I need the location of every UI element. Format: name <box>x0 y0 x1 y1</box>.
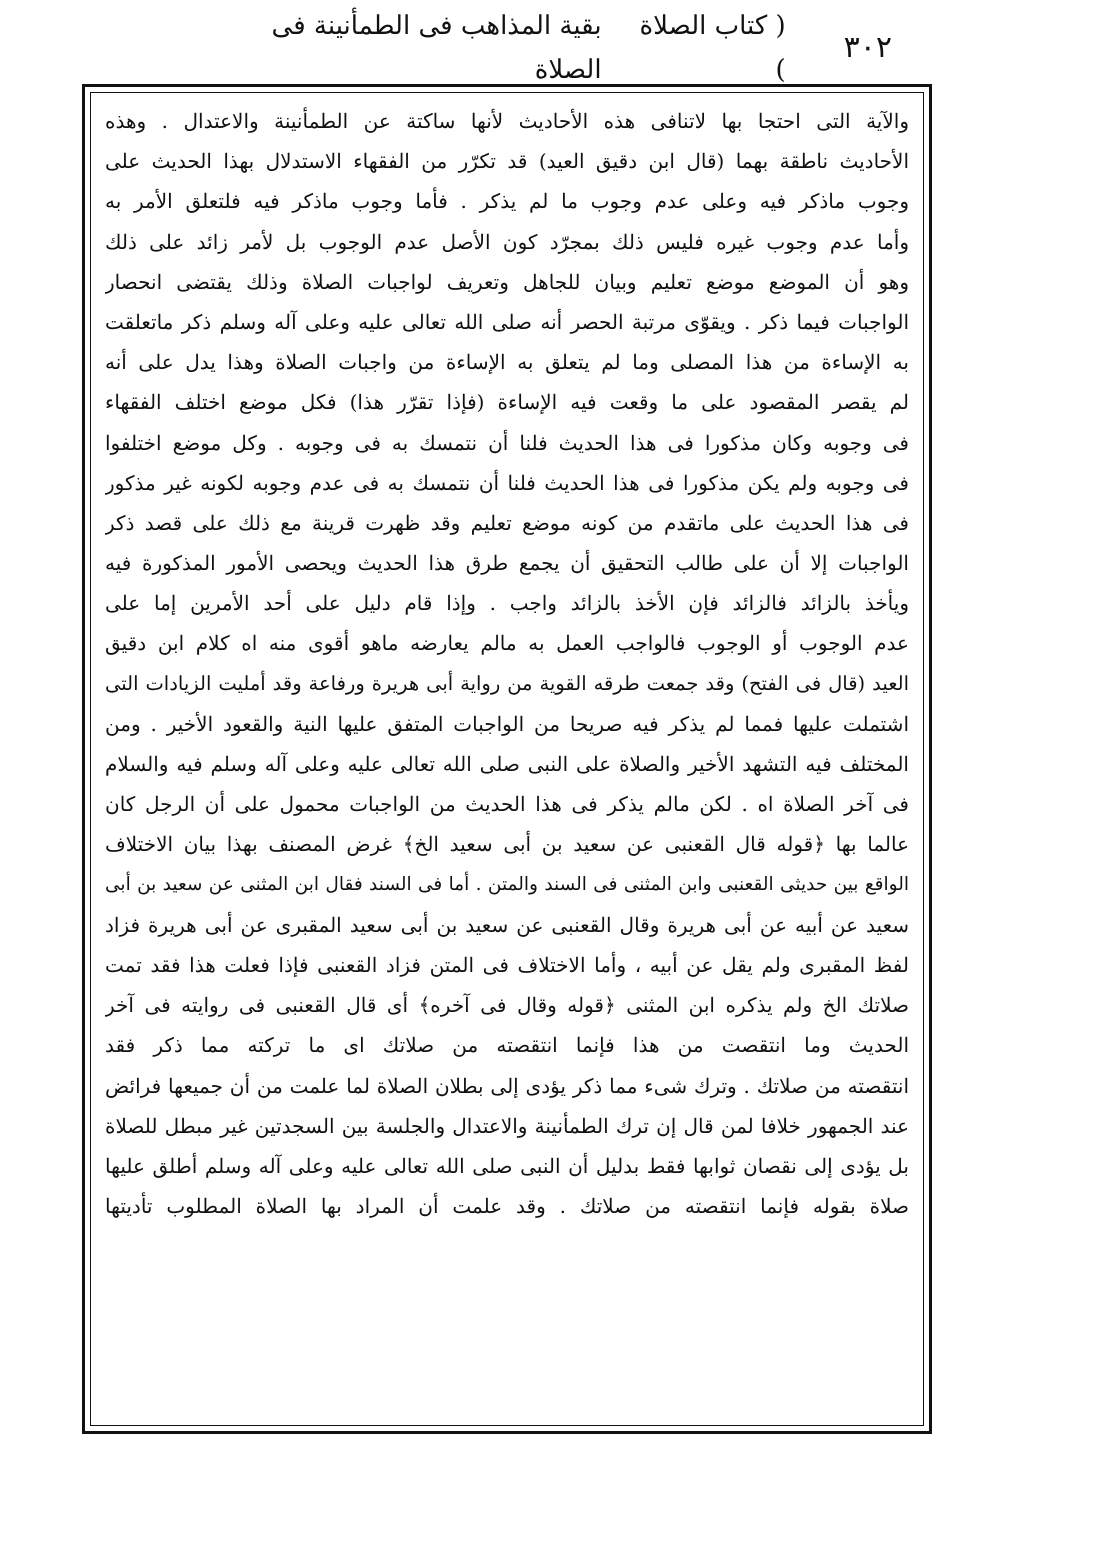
text-line: العيد (قال فى الفتح) وقد جمعت طرقه القوية من رواية أبى هريرة ورفاعة وقد أمليت الزيادات التى <box>105 671 909 695</box>
text-line: ويأخذ بالزائد فالزائد فإن الأخذ بالزائد واجب . وإذا قام دليل على أحد الأمرين إما على <box>105 591 909 616</box>
page-header <box>232 11 892 85</box>
text-line: فى آخر الصلاة اه . لكن مالم يذكر فى هذا الحديث من الواجبات محمول على أن الرجل كان <box>105 792 909 817</box>
text-line: اشتملت عليها فمما لم يذكر فيه صريحا من الواجبات المتفق عليها النية والقعود الأخير . ومن <box>105 711 909 736</box>
text-line: المختلف فيه التشهد الأخير والصلاة على النبى صلى الله تعالى عليه وعلى آله وسلم فيه والسلام <box>105 752 909 776</box>
text-line: صلاة بقوله فإنما انتقصته من صلاتك . وقد علمت أن المراد بها الصلاة المطلوب تأديتها <box>105 1194 909 1219</box>
text-line: والآية التى احتجا بها لاتنافى هذه الأحاديث لأنها ساكتة عن الطمأنينة والاعتدال . وهذه <box>105 109 909 133</box>
text-line: لفظ المقبرى ولم يقل عن أبيه ، وأما الاختلاف فى المتن فزاد القعنبى فإذا فعلت هذا فقد تمت <box>105 952 909 977</box>
text-line: انتقصته من صلاتك . وترك شىء مما ذكر يؤدى إلى بطلان الصلاة لما علمت من أن جميعها فرائض <box>105 1073 909 1098</box>
text-line: الأحاديث ناطقة بهما (قال ابن دقيق العيد) قد تكرّر من الفقهاء الاستدلال بهذا الحديث على <box>105 149 909 174</box>
text-line: فى هذا الحديث على ماتقدم من كونه موضع تعليم وقد ظهرت قرينة مع ذلك على قصد ذكر <box>105 510 909 535</box>
text-line: بل يؤدى إلى نقصان ثوابها فقط بدليل أن النبى صلى الله تعالى عليه وعلى آله وسلم أطلق عليها <box>105 1153 909 1178</box>
text-line: سعيد عن أبيه عن أبى هريرة وقال القعنبى عن سعيد بن أبى سعيد المقبرى عن أبى هريرة فزاد <box>105 912 909 937</box>
text-body <box>105 101 909 1226</box>
text-line: فى وجوبه وكان مذكورا فى هذا الحديث فلنا أن نتمسك به فى وجوبه . وكل موضع اختلفوا <box>105 430 909 455</box>
chapter-title: بقية المذاهب فى الطمأنينة فى الصلاة <box>271 11 602 85</box>
text-line: الواجبات فيما ذكر . ويقوّى مرتبة الحصر أنه صلى الله تعالى عليه وعلى آله وسلم ذكر ماتعلقت <box>105 309 909 334</box>
text-line: وجوب ماذكر فيه وعلى عدم وجوب ما لم يذكر . فأما وجوب ماذكر فيه فلتعلق الأمر به <box>105 189 909 214</box>
text-line: فى وجوبه ولم يكن مذكورا فى هذا الحديث فلنا أن نتمسك به فى عدم وجوبه لكونه غير مذكور <box>105 470 909 495</box>
text-line: لم يقصر المقصود على ما وقعت فيه الإساءة (فإذا تقرّر هذا) فكل موضع اختلف الفقهاء <box>105 390 909 415</box>
text-line: وهو أن الموضع موضع تعليم وبيان للجاهل وتعريف لواجبات الصلاة وذلك يقتضى انحصار <box>105 269 909 294</box>
text-line: عند الجمهور خلافا لمن قال إن ترك الطمأنينة والاعتدال والجلسة بين السجدتين غير مبطل للصلاة <box>105 1113 909 1138</box>
text-line: الحديث وما انتقصت من هذا فإنما انتقصته من صلاتك اى ما تركته مما ذكر فقد <box>105 1033 909 1058</box>
book-title: ( كتاب الصلاة ) <box>639 11 786 85</box>
text-line: الواجبات إلا أن على طالب التحقيق أن يجمع طرق هذا الحديث ويحصى الأمور المذكورة فيه <box>105 551 909 576</box>
text-line: صلاتك الخ ولم يذكره ابن المثنى ﴿قوله وقال فى آخره﴾ أى قال القعنبى فى روايته فى آخر <box>105 993 909 1018</box>
text-line: عدم الوجوب أو الوجوب فالواجب العمل به مالم يعارضه ماهو أقوى منه اه كلام ابن دقيق <box>105 631 909 656</box>
page-border <box>82 84 932 1434</box>
page-number: ٣٠٢ <box>843 30 892 65</box>
text-line: عالما بها ﴿قوله قال القعنبى عن سعيد بن أبى سعيد الخ﴾ غرض المصنف بهذا بيان الاختلاف <box>105 832 909 857</box>
text-line: به الإساءة من هذا المصلى وما لم يتعلق به الإساءة من واجبات الصلاة وهذا يدل على أنه <box>105 350 909 375</box>
text-line: وأما عدم وجوب غيره فليس ذلك بمجرّد كون الأصل عدم الوجوب بل لأمر زائد على ذلك <box>105 229 909 254</box>
text-line: الواقع بين حديثى القعنبى وابن المثنى فى السند والمتن . أما فى السند فقال ابن المثنى عن سعيد بن أبى <box>105 873 909 895</box>
inner-border <box>90 92 924 1426</box>
